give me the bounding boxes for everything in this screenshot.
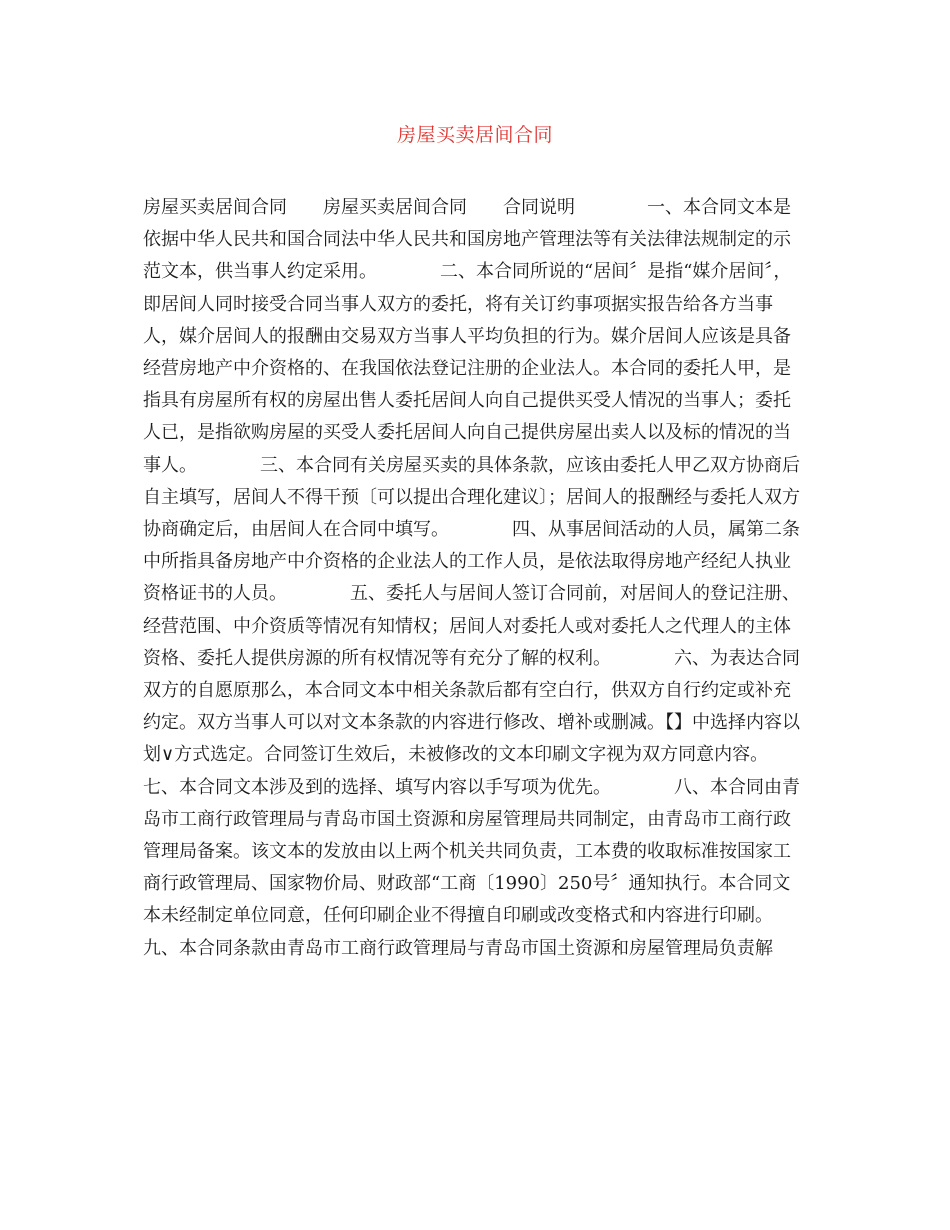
document-body: 房屋买卖居间合同 房屋买卖居间合同 合同说明 一、本合同文本是依据中华人民共和国合同法中华人民共和国房地产管理法等有关法律法规制定的示范文本，供当事人约定采用。 二、本合同所说的“居间〞是指“媒介居间〞，即居间人同时接受合同当事人双方的委托，将有关订约事项据实报告给各方当事人，媒介居间人的报酬由交易双方当事人平均负担的行为。媒介居间人应该是具备经营房地产中介资格的、在我国依法登记注册的企业法人。本合同的委托人甲，是指具有房屋所有权的房屋出售人委托居间人向自己提供买受人情况的当事人；委托人已，是指欲购房屋的买受人委托居间人向自己提供房屋出卖人以及标的情况的当事人。 三、本合同有关房屋买卖的具体条款，应该由委托人甲乙双方协商后自主填写，居间人不得干预〔可以提出合理化建议〕；居间人的报酬经与委托人双方协商确定后，由居间人在合同中填写。 四、从事居间活动的人员，属第二条中所指具备房地产中介资格的企业法人的工作人员，是依法取得房地产经纪人执业资格证书的人员。 五、委托人与居间人签订合同前，对居间人的登记注册、经营范围、中介资质等情况有知情权；居间人对委托人或对委托人之代理人的主体资格、委托人提供房源的所有权情况等有充分了解的权利。 六、为表达合同双方的自愿原那么，本合同文本中相关条款后都有空白行，供双方自行约定或补充约定。双方当事人可以对文本条款的内容进行修改、增补或删减。【】中选择内容以划∨方式选定。合同签订生效后，未被修改的文本印刷文字视为双方同意内容。 七、本合同文本涉及到的选择、填写内容以手写项为优先。 八、本合同由青岛市工商行政管理局与青岛市国土资源和房屋管理局共同制定，由青岛市工商行政管理局备案。该文本的发放由以上两个机关共同负责，工本费的收取标准按国家工商行政管理局、国家物价局、财政部“工商〔1990〕250号〞通知执行。本合同文本未经制定单位同意，任何印刷企业不得擅自印刷或改变格式和内容进行印刷。 九、本合同条款由青岛市工商行政管理局与青岛市国土资源和房屋管理局负责解 <box>143 197 800 959</box>
document-title: 房屋买卖居间合同 <box>396 124 553 146</box>
